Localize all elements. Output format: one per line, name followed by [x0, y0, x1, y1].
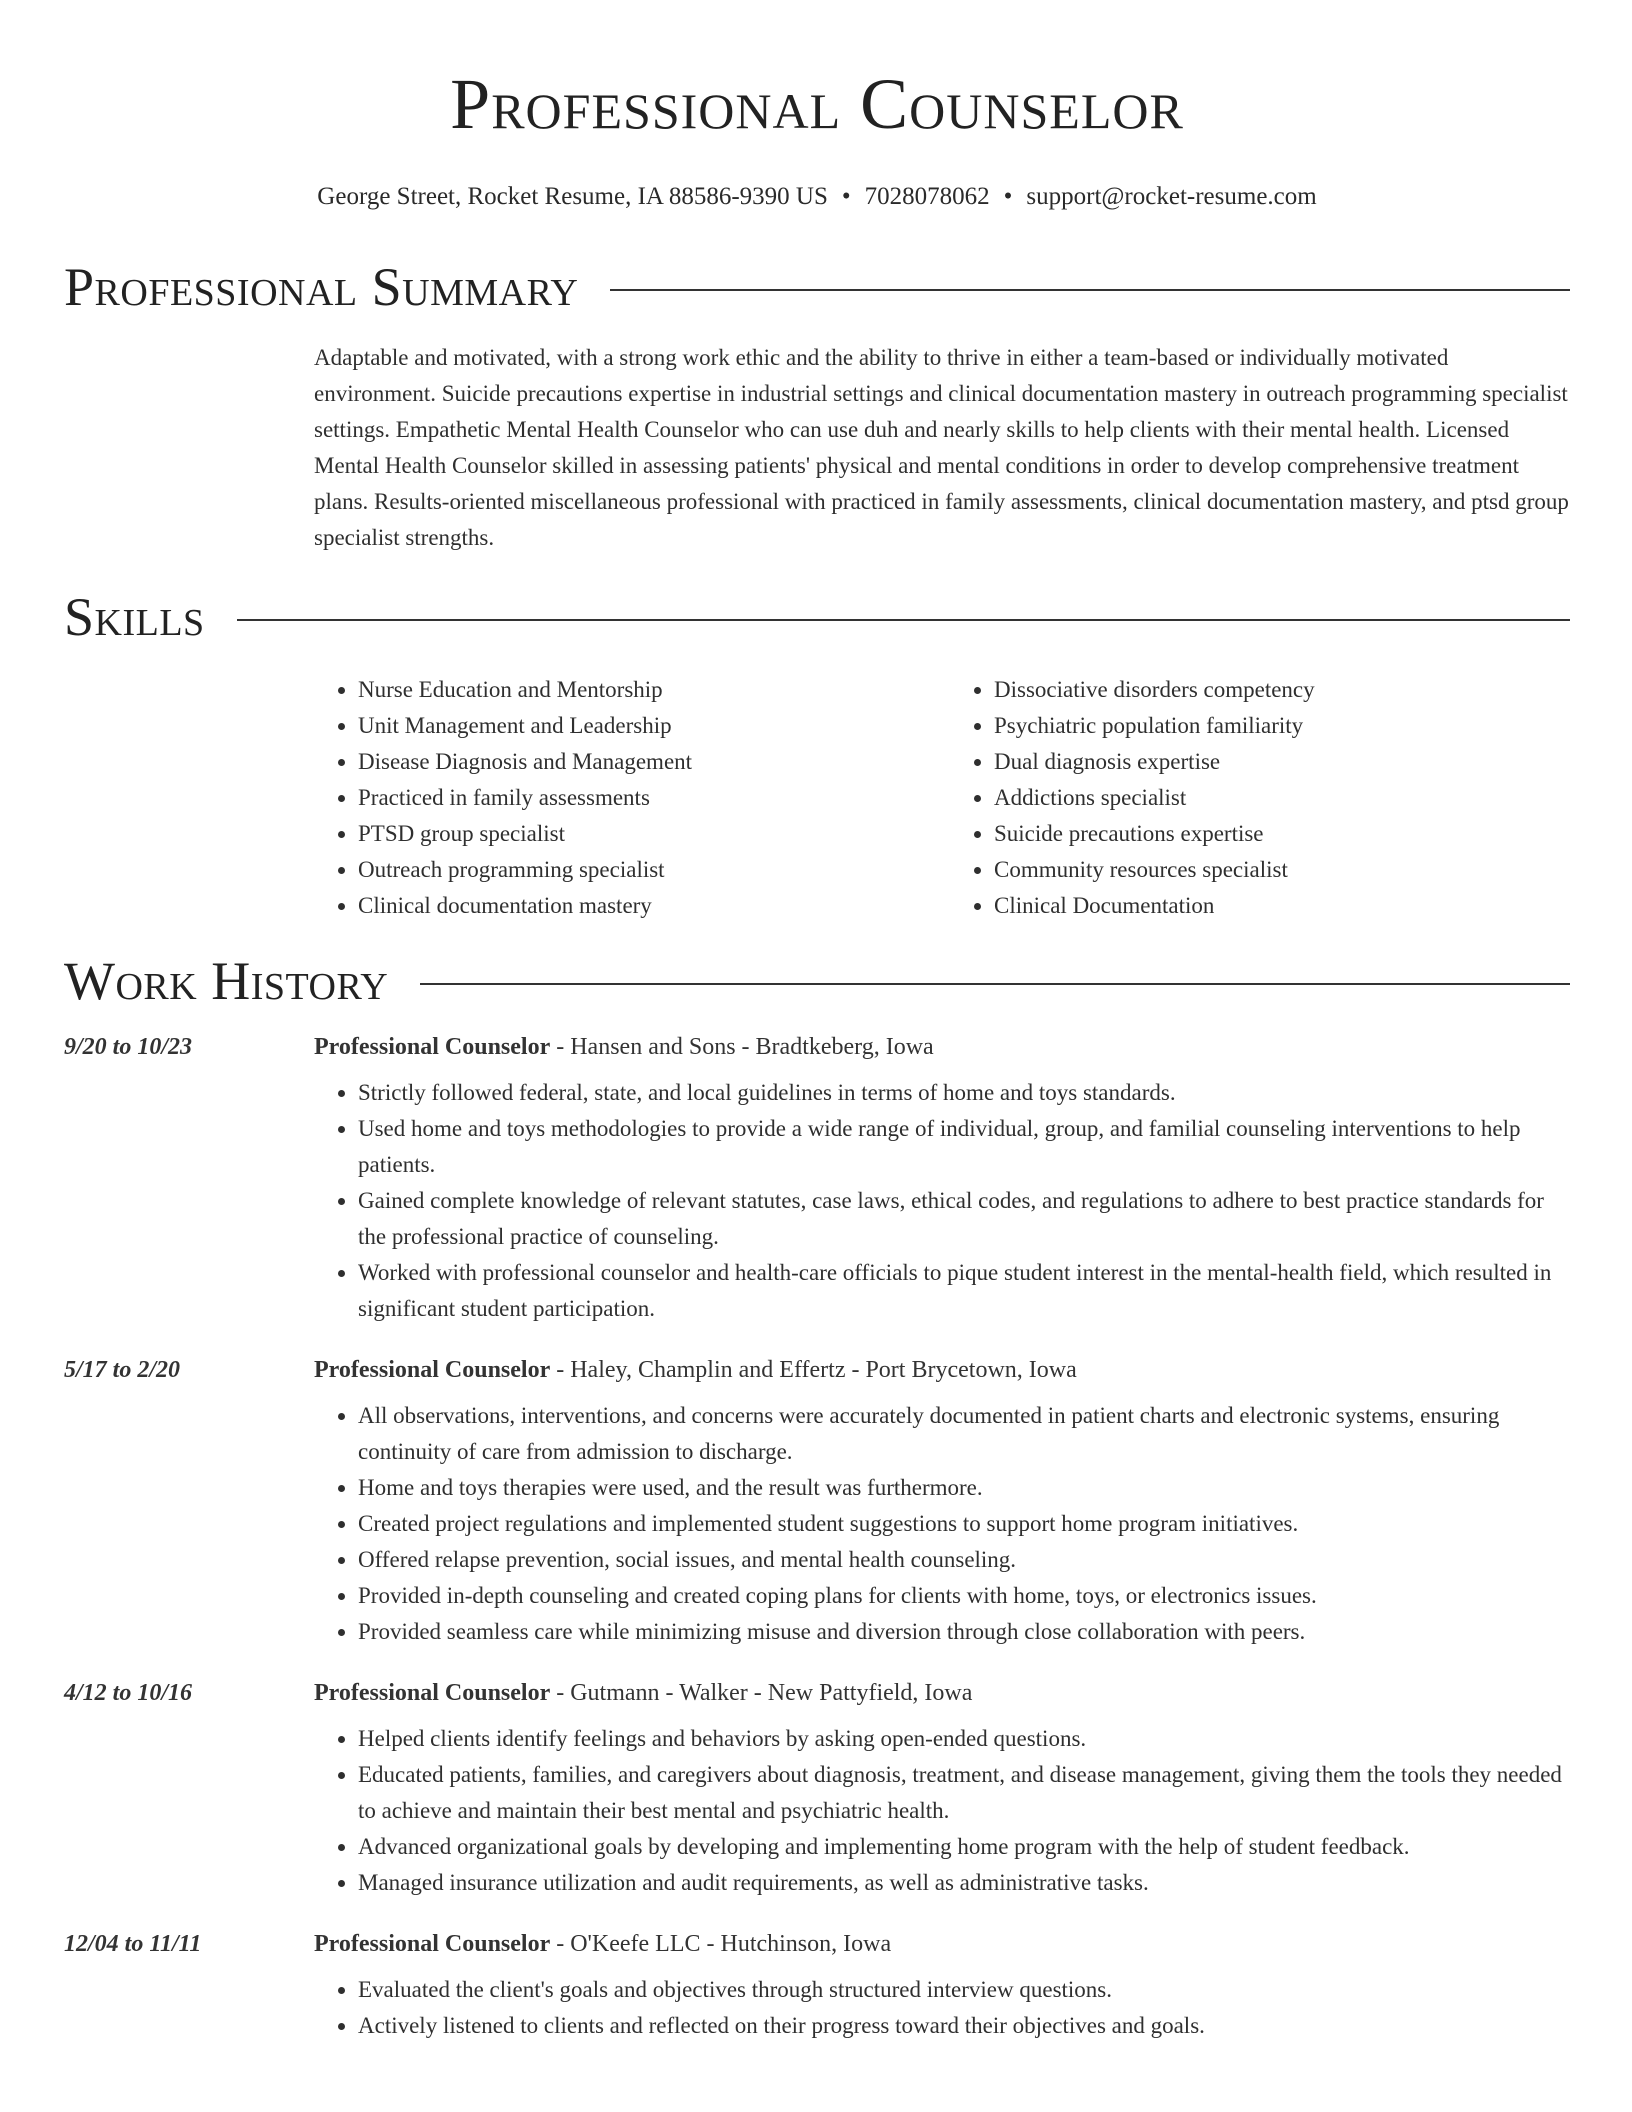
skill-item: • Clinical Documentation [994, 888, 1315, 924]
job-title: Professional Counselor [314, 1357, 551, 1383]
skill-item: • Addictions specialist [994, 780, 1315, 816]
job-bullet: • Worked with professional counselor and health-care officials to pique student interest in the mental-health field, which resulted in significant student participation. [358, 1255, 1570, 1327]
job-bullet: • All observations, interventions, and concerns were accurately documented in patient charts and electronic systems, ensuring continuity of care from admission to discharge. [358, 1398, 1570, 1470]
job-title: Professional Counselor [314, 1034, 551, 1060]
job-company: - O'Keefe LLC - Hutchinson, Iowa [550, 1931, 892, 1957]
job-title-line [314, 1034, 934, 1061]
job-dates: 5/17 to 2/20 [64, 1357, 181, 1383]
job-company: - Hansen and Sons - Bradtkeberg, Iowa [550, 1034, 934, 1060]
skills-section-title: Skills [64, 587, 205, 647]
contact-address: George Street, Rocket Resume, IA 88586-9390 US [317, 183, 828, 210]
job-header [64, 1357, 1570, 1384]
work-section-header [64, 950, 1570, 1012]
job-bullet: • Managed insurance utilization and audit requirements, as well as administrative tasks. [358, 1865, 1570, 1901]
contact-separator: • [1003, 183, 1013, 210]
contact-phone: 7028078062 [864, 183, 990, 210]
contact-email: support@rocket-resume.com [1026, 183, 1317, 210]
skill-item: • Community resources specialist [994, 852, 1315, 888]
skill-item: • Unit Management and Leadership [358, 708, 930, 744]
skill-item: • Disease Diagnosis and Management [358, 744, 930, 780]
skill-item: • Outreach programming specialist [358, 852, 930, 888]
skills-column-left [314, 672, 930, 924]
skill-item: • PTSD group specialist [358, 816, 930, 852]
skills-column-right [950, 672, 1315, 924]
skill-item: • Suicide precautions expertise [994, 816, 1315, 852]
skill-item: • Dissociative disorders competency [994, 672, 1315, 708]
job-bullet: • Advanced organizational goals by developing and implementing home program with the help of student feedback. [358, 1829, 1570, 1865]
summary-section-header [64, 256, 1570, 318]
work-section-title: Work History [64, 951, 389, 1011]
skill-item: • Psychiatric population familiarity [994, 708, 1315, 744]
job-header [64, 1931, 1570, 1958]
summary-section-title: Professional Summary [64, 257, 579, 317]
job-bullet: • Helped clients identify feelings and behaviors by asking open-ended questions. [358, 1721, 1570, 1757]
job-dates: 4/12 to 10/16 [64, 1680, 193, 1706]
job-bullet: • Offered relapse prevention, social issues, and mental health counseling. [358, 1542, 1570, 1578]
summary-text: Adaptable and motivated, with a strong work ethic and the ability to thrive in either a team-based or individually motivated environment. Suicide precautions expertise in industrial settings and clinical documentation mastery in outreach programming specialist settings. Empathetic Mental Health Counselor who can use duh and nearly skills to help clients with their mental health. Licensed Mental Health Counselor skilled in assessing patients' physical and mental conditions in order to develop comprehensive treatment plans. Results-oriented miscellaneous professional with practiced in family assessments, clinical documentation mastery, and ptsd group specialist strengths. [314, 345, 1569, 550]
job-company: - Haley, Champlin and Effertz - Port Brycetown, Iowa [550, 1357, 1077, 1383]
job-bullet: • Provided seamless care while minimizing misuse and diversion through close collaboration with peers. [358, 1614, 1570, 1650]
job-entry [64, 1680, 1570, 1901]
job-dates: 9/20 to 10/23 [64, 1034, 193, 1060]
job-title-line [314, 1357, 1077, 1384]
job-bullets [314, 1398, 1570, 1650]
job-bullet: • Actively listened to clients and reflected on their progress toward their objectives and goals. [358, 2008, 1570, 2044]
section-divider [610, 289, 1570, 291]
job-dates: 12/04 to 11/11 [64, 1931, 202, 1957]
job-bullet: • Strictly followed federal, state, and local guidelines in terms of home and toys standards. [358, 1075, 1570, 1111]
job-entry [64, 1357, 1570, 1650]
job-bullet: • Educated patients, families, and caregivers about diagnosis, treatment, and disease management, giving them the tools they needed to achieve and maintain their best mental and psychiatric health. [358, 1757, 1570, 1829]
job-bullet: • Gained complete knowledge of relevant statutes, case laws, ethical codes, and regulations to adhere to best practice standards for the professional practice of counseling. [358, 1183, 1570, 1255]
job-entry [64, 1034, 1570, 1327]
job-bullet: • Evaluated the client's goals and objectives through structured interview questions. [358, 1972, 1570, 2008]
resume-name: Professional Counselor [450, 64, 1184, 144]
job-title: Professional Counselor [314, 1931, 551, 1957]
job-bullets [314, 1972, 1570, 2044]
job-bullet: • Provided in-depth counseling and created coping plans for clients with home, toys, or electronics issues. [358, 1578, 1570, 1614]
section-divider [420, 983, 1570, 985]
job-header [64, 1034, 1570, 1061]
job-title-line [314, 1931, 891, 1958]
contact-separator: • [841, 183, 851, 210]
skills-section-header [64, 586, 1570, 648]
job-bullets [314, 1721, 1570, 1901]
skills-list [314, 672, 1570, 924]
job-bullet: • Used home and toys methodologies to provide a wide range of individual, group, and familial counseling interventions to help patients. [358, 1111, 1570, 1183]
skill-item: • Clinical documentation mastery [358, 888, 930, 924]
job-bullets [314, 1075, 1570, 1327]
skill-item: • Dual diagnosis expertise [994, 744, 1315, 780]
job-title-line [314, 1680, 972, 1707]
job-entry [64, 1931, 1570, 2044]
job-bullet: • Home and toys therapies were used, and the result was furthermore. [358, 1470, 1570, 1506]
skill-item: • Nurse Education and Mentorship [358, 672, 930, 708]
job-header [64, 1680, 1570, 1707]
section-divider [237, 619, 1570, 621]
contact-line [64, 182, 1570, 212]
job-bullet: • Created project regulations and implemented student suggestions to support home program initiatives. [358, 1506, 1570, 1542]
job-company: - Gutmann - Walker - New Pattyfield, Iowa [550, 1680, 973, 1706]
job-title: Professional Counselor [314, 1680, 551, 1706]
skill-item: • Practiced in family assessments [358, 780, 930, 816]
